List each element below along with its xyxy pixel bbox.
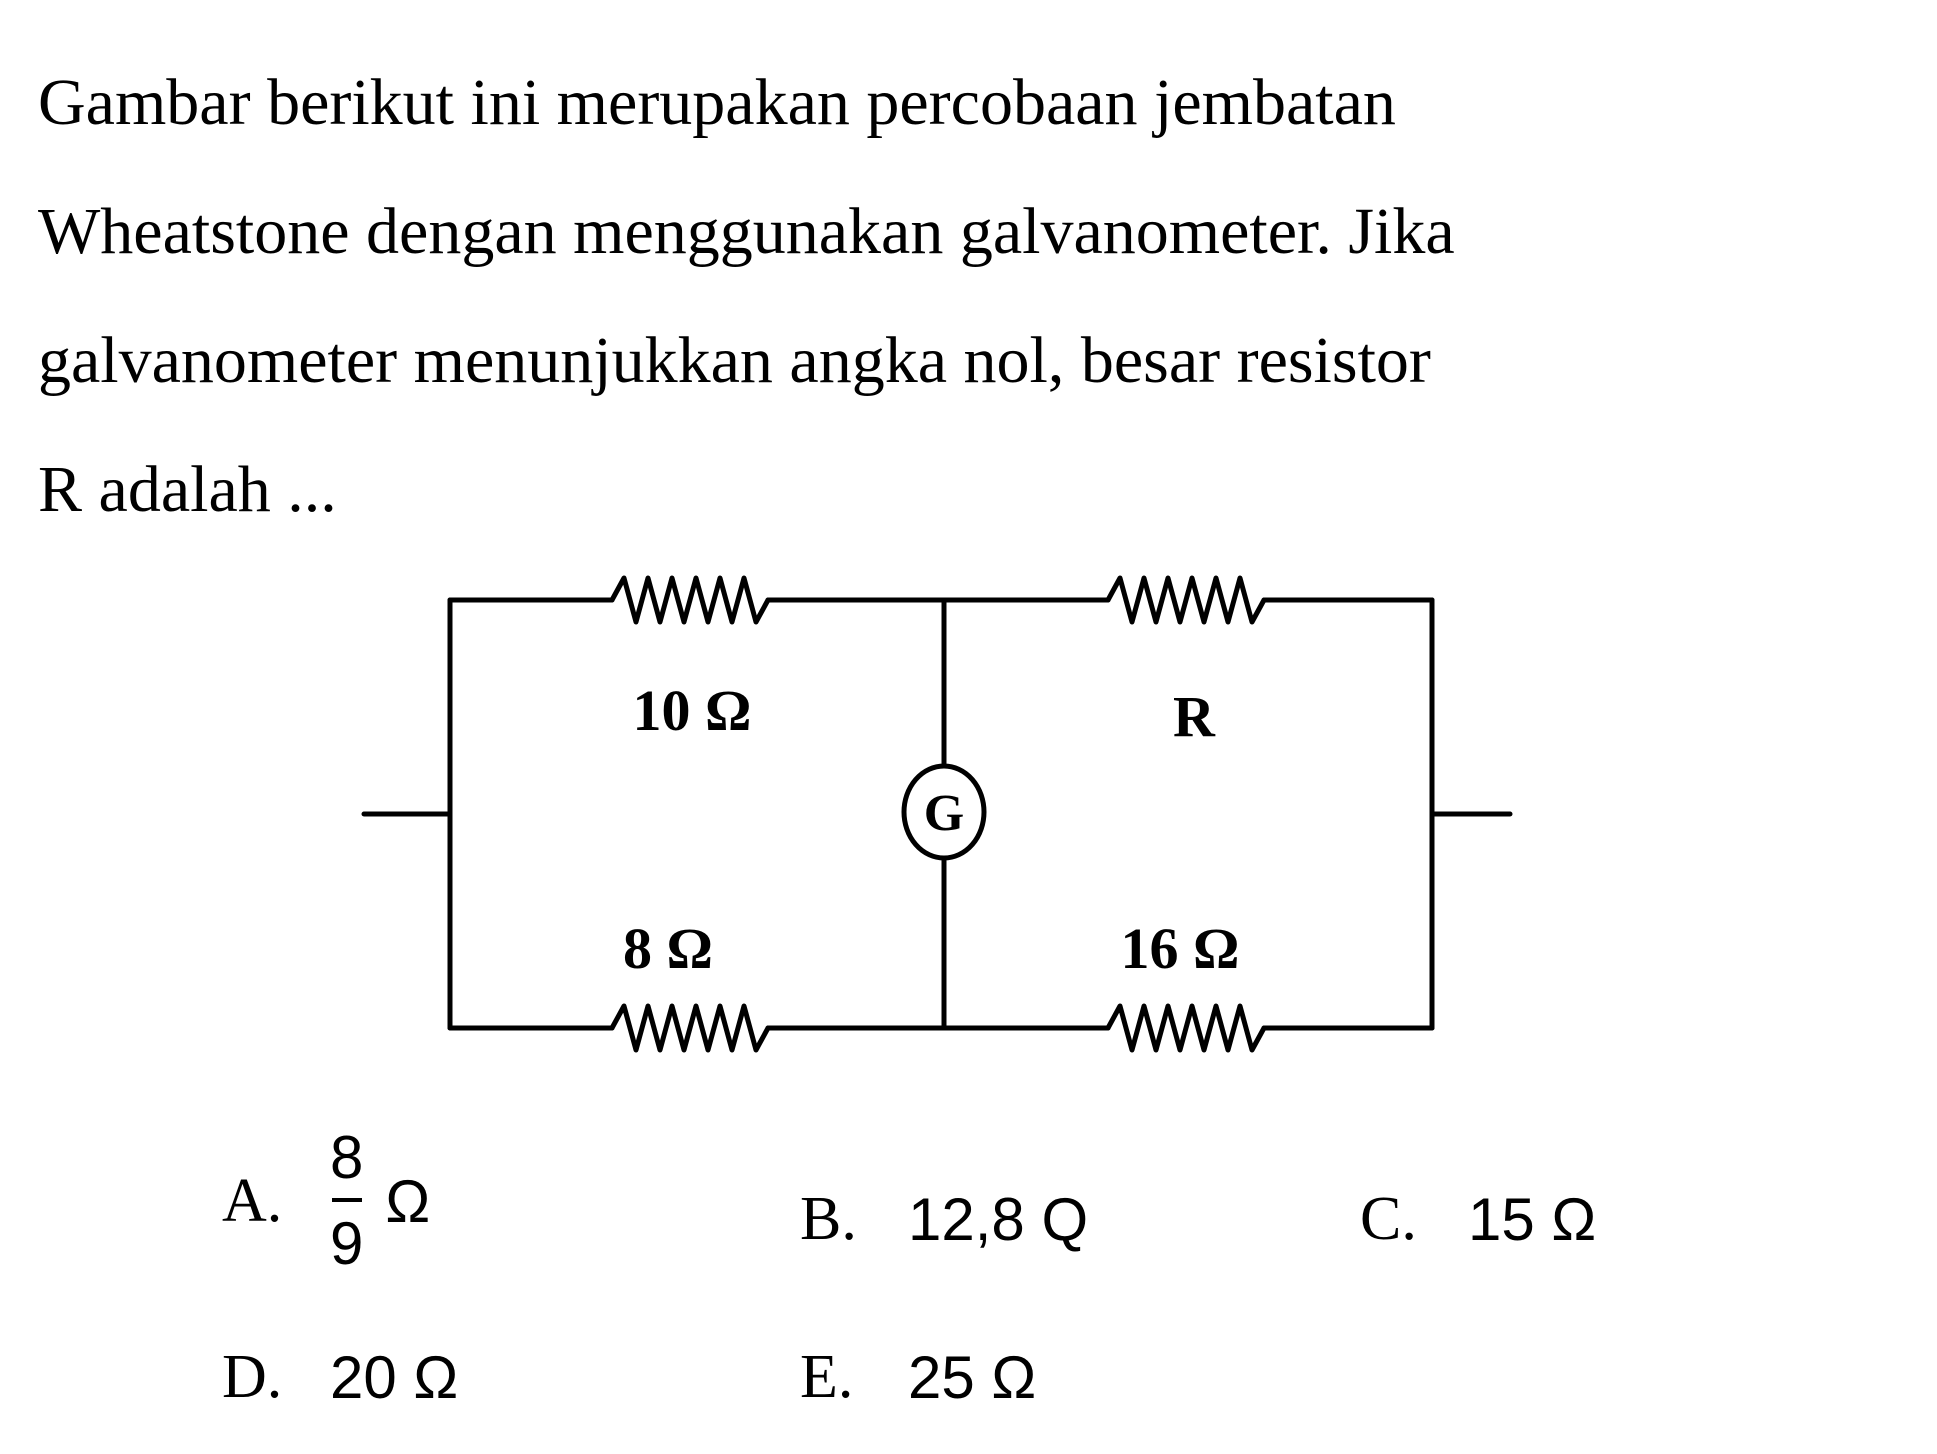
option-a-fraction — [330, 1126, 363, 1276]
resistor-icon — [1108, 578, 1264, 622]
option-a-numerator: 8 — [330, 1124, 364, 1191]
label-resistor-top-left: 10 Ω — [632, 678, 752, 743]
option-a[interactable] — [222, 1126, 430, 1276]
resistor-icon — [612, 1006, 768, 1050]
question-line-4: R adalah ... — [38, 453, 337, 526]
question-line-1: Gambar berikut ini merupakan percobaan jembatan — [38, 66, 1396, 139]
label-resistor-bottom-right: 16 Ω — [1120, 916, 1240, 981]
option-e[interactable] — [800, 1342, 1036, 1413]
label-resistor-bottom-left: 8 Ω — [623, 916, 713, 981]
option-b-letter: B. — [800, 1185, 857, 1253]
option-a-unit: Ω — [385, 1167, 431, 1235]
option-c-letter: C. — [1360, 1185, 1417, 1253]
option-e-letter: E. — [800, 1343, 854, 1411]
label-resistor-top-right: R — [1173, 684, 1215, 749]
option-a-denominator: 9 — [330, 1210, 364, 1277]
option-a-letter: A. — [222, 1166, 283, 1235]
galvanometer-label: G — [923, 785, 965, 842]
question-line-2: Wheatstone dengan menggunakan galvanometer. Jika — [38, 195, 1455, 268]
question-line-3: galvanometer menunjukkan angka nol, besar resistor — [38, 324, 1431, 397]
option-c-value: 15 Ω — [1468, 1186, 1597, 1253]
option-d-letter: D. — [222, 1343, 283, 1411]
fraction-bar — [332, 1198, 362, 1202]
option-e-value: 25 Ω — [908, 1344, 1037, 1411]
option-b-value: 12,8 Q — [908, 1186, 1089, 1253]
option-d[interactable] — [222, 1342, 458, 1413]
resistor-icon — [1108, 1006, 1264, 1050]
option-d-value: 20 Ω — [330, 1344, 459, 1411]
option-b[interactable] — [800, 1184, 1088, 1255]
option-c[interactable] — [1360, 1184, 1596, 1255]
resistor-icon — [612, 578, 768, 622]
